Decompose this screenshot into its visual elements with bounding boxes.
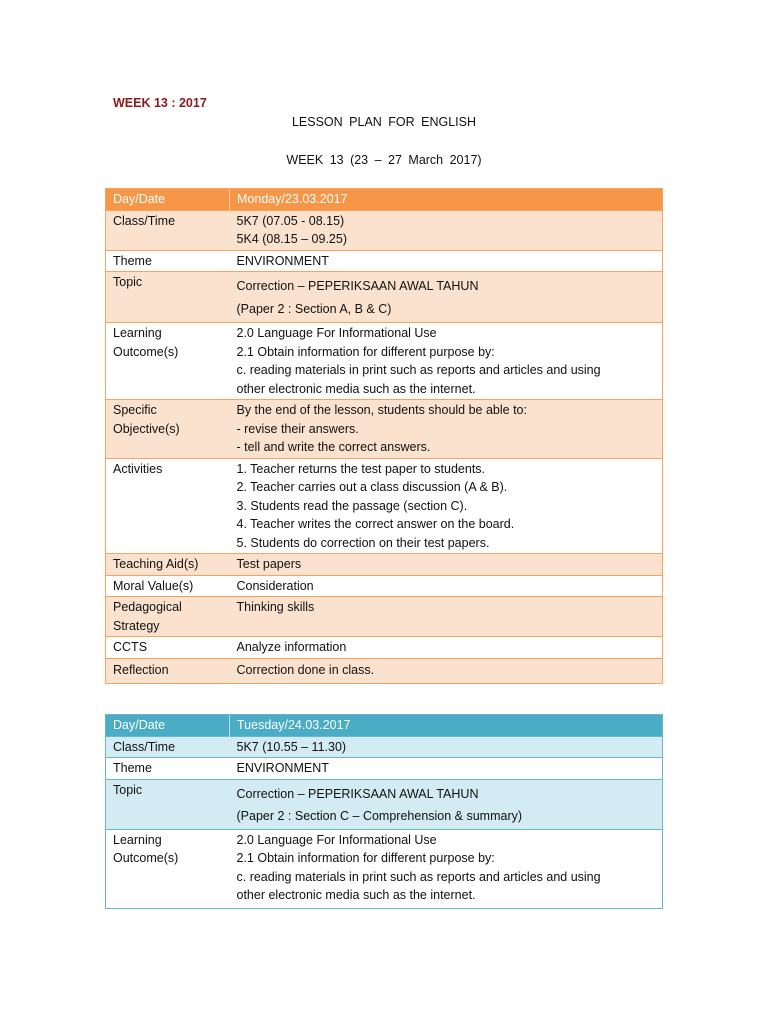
class-time-value: 5K7 (10.55 – 11.30) — [230, 736, 663, 758]
lesson-table-tuesday — [105, 714, 663, 909]
specific-objective-line: By the end of the lesson, students should be able to: — [236, 403, 527, 417]
activity-item: 4. Teacher writes the correct answer on the board. — [236, 517, 515, 531]
learning-outcome-label-line: Learning — [113, 832, 162, 847]
topic-line: Correction – PEPERIKSAAN AWAL TAHUN — [236, 279, 479, 293]
table-row-specific-objective — [106, 400, 663, 459]
theme-value: ENVIRONMENT — [230, 250, 663, 272]
class-time-line: 5K7 (07.05 - 08.15) — [236, 213, 345, 228]
table-row-day-date — [106, 189, 663, 211]
topic-value — [230, 779, 663, 829]
document-subtitle: WEEK 13 (23 – 27 March 2017) — [286, 153, 482, 167]
class-time-label: Class/Time — [106, 210, 230, 250]
reflection-value: Correction done in class. — [230, 658, 663, 684]
learning-outcome-label-line: Outcome(s) — [113, 344, 179, 359]
class-time-value — [230, 210, 663, 250]
activity-item: 1. Teacher returns the test paper to students. — [236, 461, 486, 476]
document-title: LESSON PLAN FOR ENGLISH — [291, 115, 477, 129]
learning-outcome-line: 2.1 Obtain information for different purpose by: — [236, 344, 495, 359]
day-date-label: Day/Date — [106, 189, 230, 211]
activities-value — [230, 458, 663, 554]
moral-value-value: Consideration — [230, 575, 663, 597]
learning-outcome-label-line: Learning — [113, 326, 162, 340]
table-row-teaching-aids — [106, 554, 663, 576]
moral-value-label: Moral Value(s) — [106, 575, 230, 597]
pedagogical-value: Thinking skills — [230, 597, 663, 637]
theme-label: Theme — [106, 250, 230, 272]
learning-outcome-value — [230, 829, 663, 908]
learning-outcome-label — [106, 829, 230, 908]
teaching-aids-value: Test papers — [230, 554, 663, 576]
topic-line: (Paper 2 : Section C – Comprehension & summary) — [236, 809, 523, 823]
activity-item: 3. Students read the passage (section C). — [236, 498, 468, 513]
topic-label: Topic — [106, 779, 230, 829]
day-date-label: Day/Date — [106, 715, 230, 737]
learning-outcome-value — [230, 323, 663, 400]
table-row-ccts — [106, 637, 663, 659]
teaching-aids-label: Teaching Aid(s) — [106, 554, 230, 576]
pedagogical-label-line: Strategy — [113, 618, 160, 633]
table-row-class-time — [106, 736, 663, 758]
table-row-learning-outcome — [106, 323, 663, 400]
lesson-table-monday — [105, 188, 663, 684]
table-row-day-date — [106, 715, 663, 737]
activity-item: 5. Students do correction on their test papers. — [236, 535, 490, 550]
topic-line: Correction – PEPERIKSAAN AWAL TAHUN — [236, 786, 479, 801]
topic-value — [230, 272, 663, 323]
learning-outcome-line: c. reading materials in print such as reports and articles and using — [236, 869, 601, 884]
specific-objective-label-line: Specific — [113, 403, 157, 417]
table-row-theme — [106, 250, 663, 272]
learning-outcome-label — [106, 323, 230, 400]
specific-objective-line: - revise their answers. — [236, 421, 359, 436]
ccts-label: CCTS — [106, 637, 230, 659]
specific-objective-label-line: Objective(s) — [113, 421, 180, 436]
topic-label: Topic — [106, 272, 230, 323]
table-row-moral-value — [106, 575, 663, 597]
specific-objective-label — [106, 400, 230, 459]
specific-objective-value — [230, 400, 663, 459]
class-time-label: Class/Time — [106, 736, 230, 758]
week-label: WEEK 13 : 2017 — [113, 96, 207, 110]
activities-label: Activities — [106, 458, 230, 554]
topic-line: (Paper 2 : Section A, B & C) — [236, 301, 392, 316]
learning-outcome-line: c. reading materials in print such as reports and articles and using — [236, 363, 601, 377]
class-time-line: 5K4 (08.15 – 09.25) — [236, 232, 347, 246]
activity-item: 2. Teacher carries out a class discussion (A & B). — [236, 480, 508, 494]
learning-outcome-line: 2.0 Language For Informational Use — [236, 832, 437, 847]
pedagogical-label — [106, 597, 230, 637]
table-row-theme — [106, 758, 663, 780]
reflection-label: Reflection — [106, 658, 230, 684]
learning-outcome-line: 2.1 Obtain information for different purpose by: — [236, 851, 495, 865]
ccts-value: Analyze information — [230, 637, 663, 659]
table-row-class-time — [106, 210, 663, 250]
day-date-value: Monday/23.03.2017 — [230, 189, 663, 211]
learning-outcome-line: 2.0 Language For Informational Use — [236, 326, 437, 340]
table-row-pedagogical — [106, 597, 663, 637]
table-row-topic — [106, 272, 663, 323]
table-row-reflection — [106, 658, 663, 684]
table-row-learning-outcome — [106, 829, 663, 908]
learning-outcome-line: other electronic media such as the internet. — [236, 888, 476, 902]
pedagogical-label-line: Pedagogical — [113, 600, 182, 614]
specific-objective-line: - tell and write the correct answers. — [236, 440, 431, 454]
day-date-value: Tuesday/24.03.2017 — [230, 715, 663, 737]
table-row-topic — [106, 779, 663, 829]
learning-outcome-label-line: Outcome(s) — [113, 851, 179, 865]
table-row-activities — [106, 458, 663, 554]
theme-value: ENVIRONMENT — [230, 758, 663, 780]
learning-outcome-line: other electronic media such as the internet. — [236, 381, 476, 396]
theme-label: Theme — [106, 758, 230, 780]
